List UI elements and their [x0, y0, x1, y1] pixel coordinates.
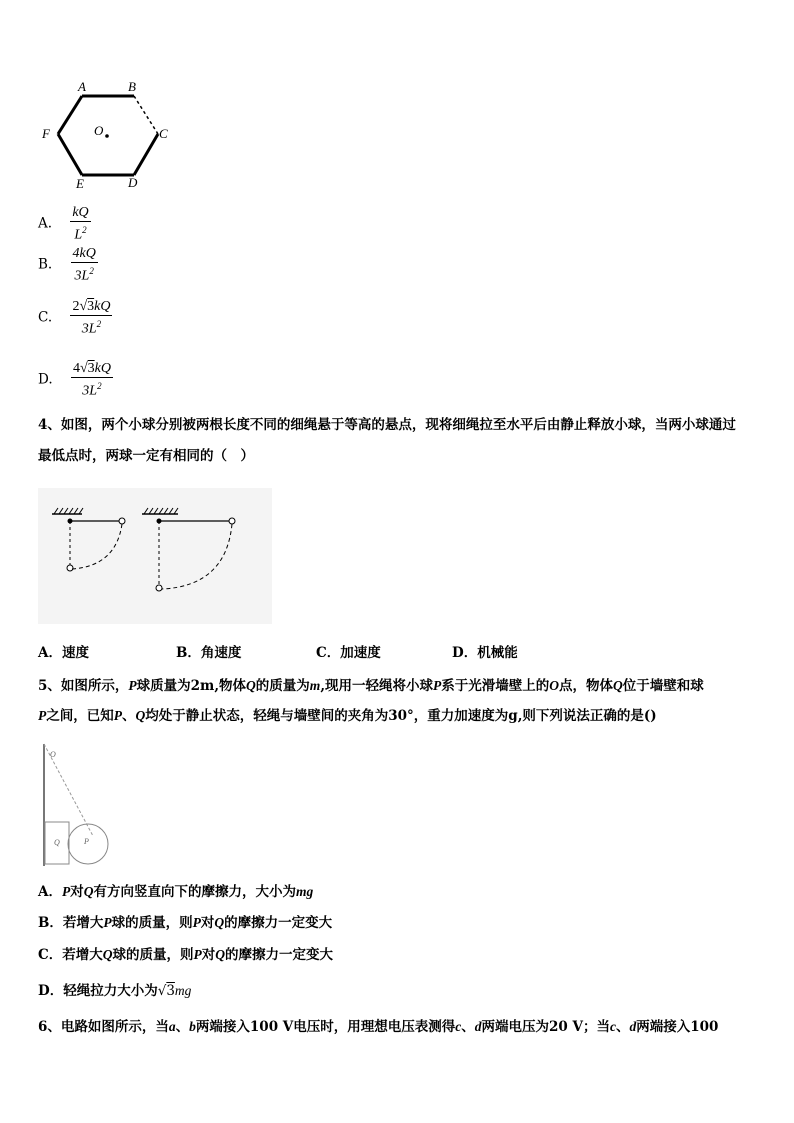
q4-stem-line2: 最低点时，两球一定有相同的（ ）	[38, 448, 254, 464]
fig5-label-q: Q	[54, 838, 60, 847]
hex-label-b: B	[128, 79, 136, 94]
q5-option-c[interactable]: C．若增大Q球的质量，则P对Q的摩擦力一定变大	[38, 947, 333, 963]
hex-label-o: O	[94, 123, 104, 138]
q5-stem-line1: 5、如图所示，P球质量为2m,物体Q的质量为m,现用一轻绳将小球P系于光滑墙壁上的O点，物体Q位于墙壁和球	[38, 678, 704, 694]
q5-option-a[interactable]: A．P对Q有方向竖直向下的摩擦力，大小为mg	[38, 884, 314, 900]
q3-option-c[interactable]: C. $\frac{2√3kQ}{3L^2}$	[38, 299, 111, 337]
q5-stem-line2: P之间，已知P、Q均处于静止状态，轻绳与墙壁间的夹角为30°，重力加速度为g,则下列说法正确的是()	[38, 708, 657, 724]
pendulum-figure	[38, 488, 272, 624]
q4-option-c[interactable]: C．加速度	[316, 645, 381, 661]
fig5-label-o: O	[50, 750, 56, 759]
q4-option-d[interactable]: D．机械能	[452, 645, 518, 661]
hex-label-a: A	[78, 79, 86, 94]
q5-option-b[interactable]: B．若增大P球的质量，则P对Q的摩擦力一定变大	[38, 915, 333, 931]
q6-stem-line1: 6、电路如图所示，当a、b两端接入100 V电压时，用理想电压表测得c、d两端电压为20 V；当c、d两端接入100	[38, 1019, 719, 1035]
q3-option-a[interactable]: A. $\frac{kQ}{L^2}$	[38, 205, 89, 243]
hex-label-d: D	[128, 175, 138, 190]
hex-label-e: E	[76, 176, 84, 191]
q4-stem-line1: 4、如图，两个小球分别被两根长度不同的细绳悬于等高的悬点，现将细绳拉至水平后由静止释放小球，当两小球通过	[38, 417, 736, 433]
hex-label-f: F	[42, 126, 50, 141]
wall-ball-figure	[36, 740, 116, 870]
q4-option-b[interactable]: B．角速度	[176, 645, 242, 661]
q4-option-a[interactable]: A．速度	[38, 645, 89, 661]
q3-option-d[interactable]: D. $\frac{4√3kQ}{3L^2}$	[38, 361, 111, 399]
q3-option-b[interactable]: B. $\frac{4kQ}{3L^2}$	[38, 246, 96, 284]
hex-label-c: C	[159, 126, 168, 141]
fig5-label-p: P	[84, 837, 89, 846]
q5-option-d[interactable]: D．轻绳拉力大小为√3mg	[38, 983, 192, 999]
